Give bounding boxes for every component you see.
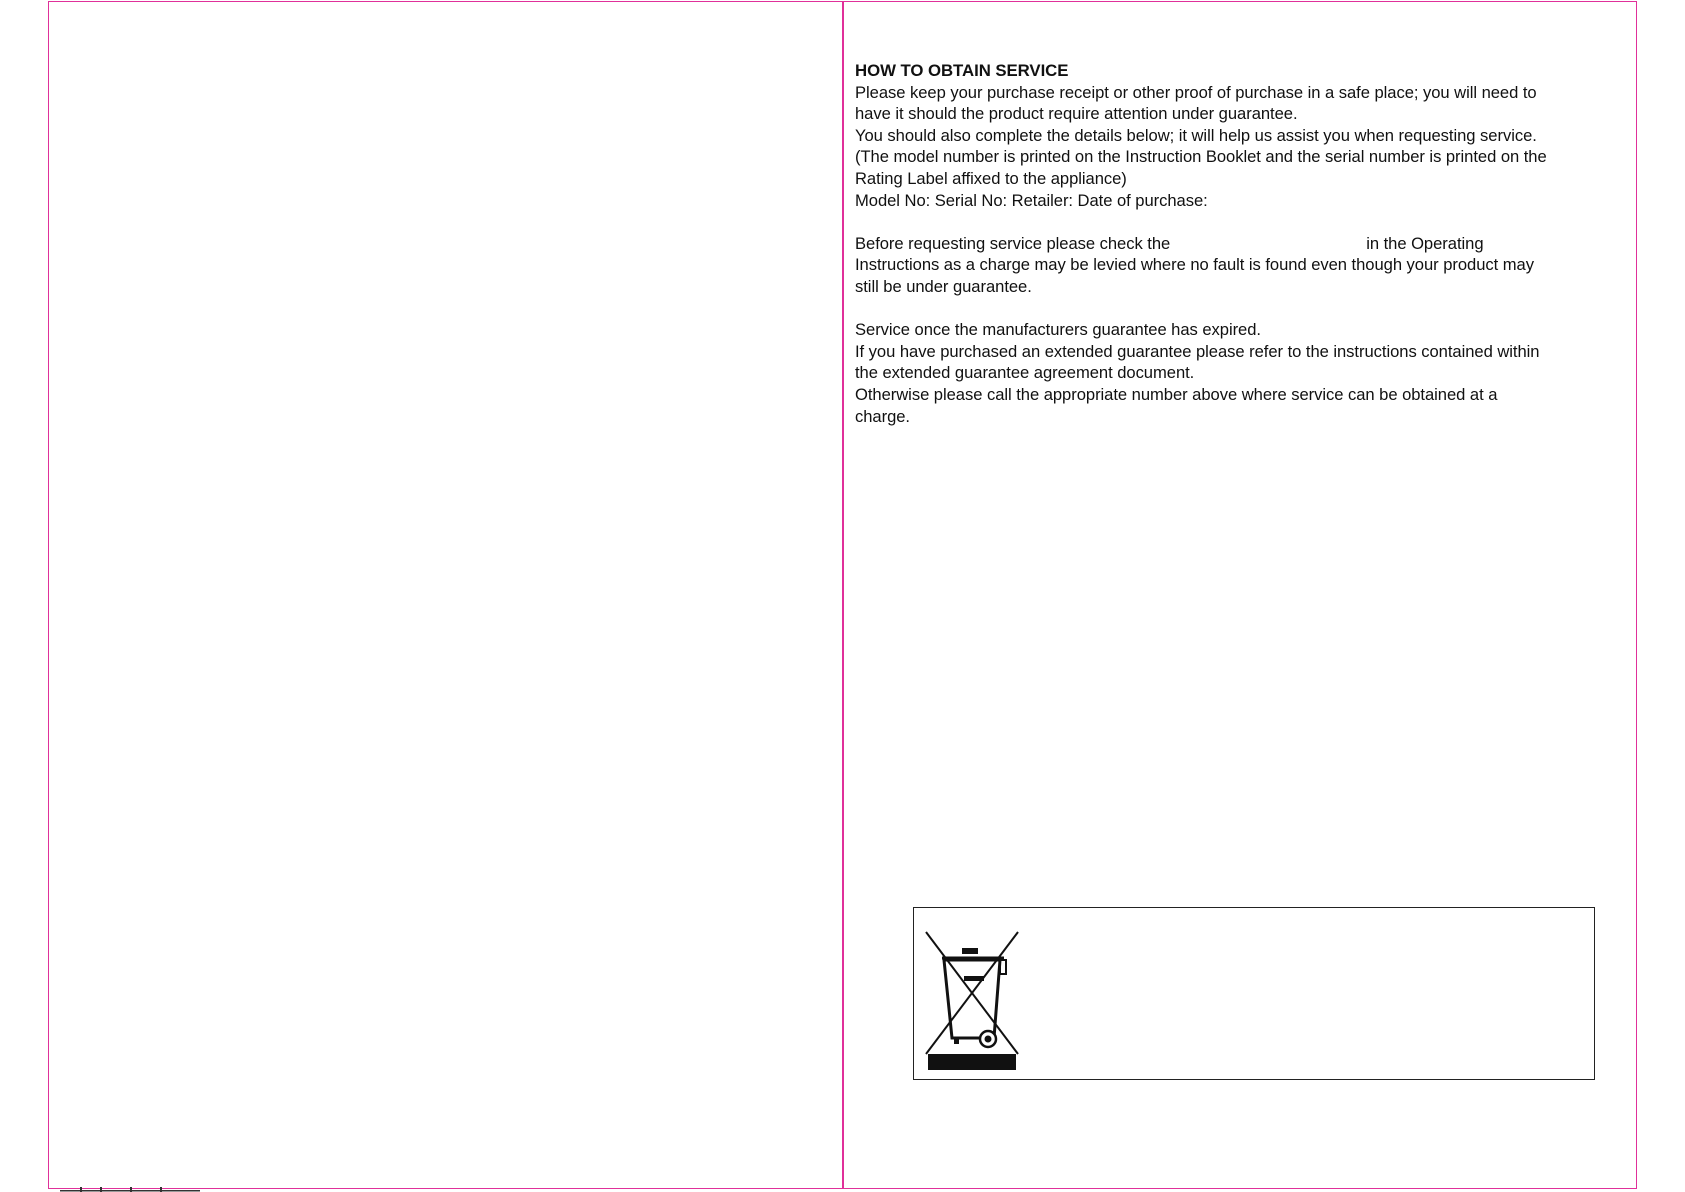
crop-marks [60,1184,200,1192]
receipt-paragraph: Please keep your purchase receipt or other proof of purchase in a safe place; you will need to have it should the product require attention under guarantee. [855,82,1537,124]
weee-notice-box [913,907,1595,1080]
check-after-text: in the Operating Instructions as a charge may be levied where no fault is found even though your product may still be under guarantee. [855,233,1534,296]
service-section [855,60,1555,427]
expired-guarantee-line: Service once the manufacturers guarantee has expired. [855,320,1261,340]
extended-guarantee-paragraph: If you have purchased an extended guarantee please refer to the instructions contained within the extended guarantee agreement document. [855,341,1540,383]
check-before-text: Before requesting service please check the [855,233,1171,253]
details-fields-line: Model No: Serial No: Retailer: Date of purchase: [855,190,1208,210]
service-heading: HOW TO OBTAIN SERVICE [855,61,1069,80]
crossed-out-wheelie-bin-icon [924,926,1020,1070]
spacer [855,211,1555,233]
left-page [48,1,844,1189]
details-paragraph: You should also complete the details below; it will help us assist you when requesting service. [855,125,1537,145]
spacer [855,298,1555,320]
otherwise-paragraph: Otherwise please call the appropriate number above where service can be obtained at a charge. [855,384,1498,426]
model-number-note: (The model number is printed on the Instruction Booklet and the serial number is printed on the Rating Label affixed to the appliance) [855,147,1547,188]
check-before-paragraph [855,233,1555,298]
